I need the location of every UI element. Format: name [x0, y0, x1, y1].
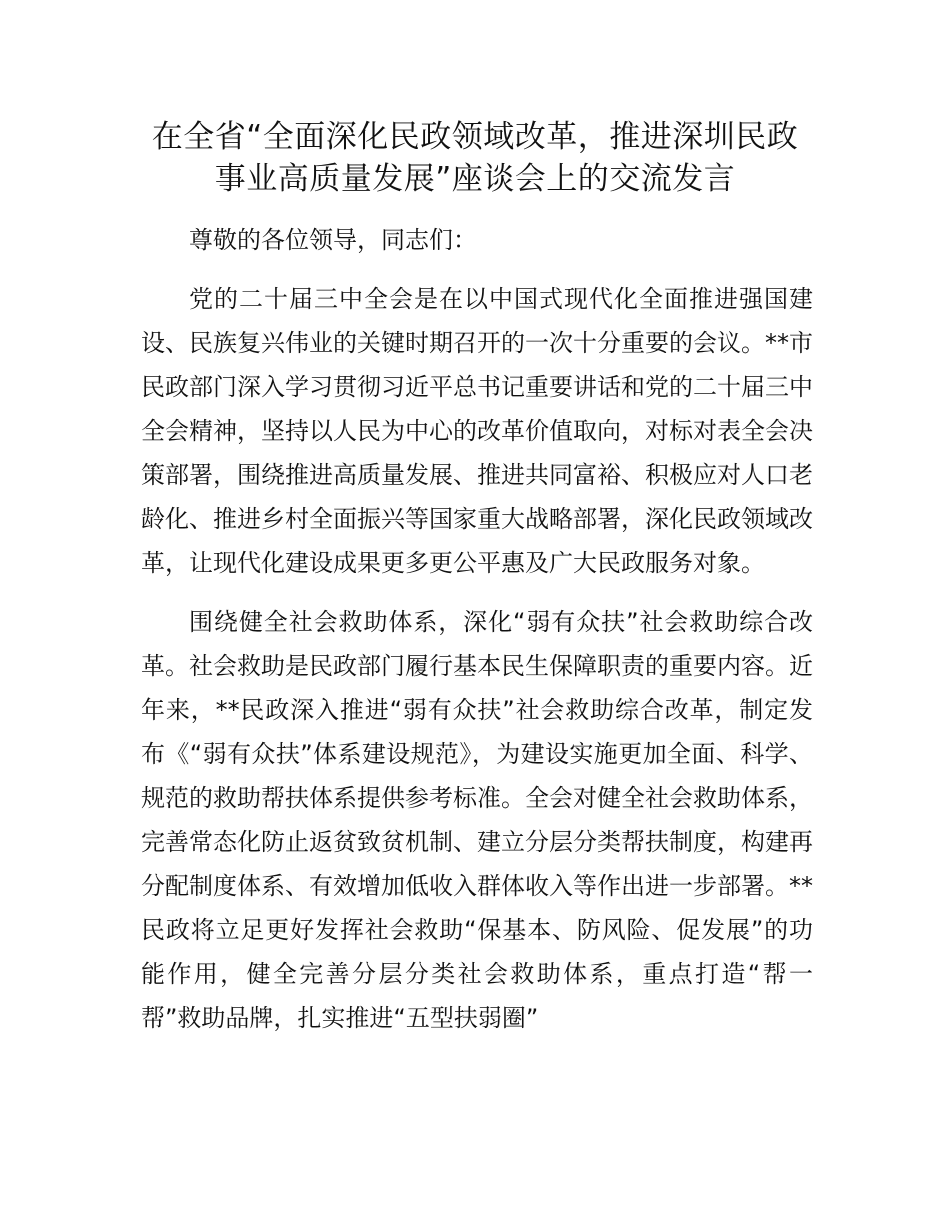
title-line-2: 事业高质量发展”座谈会上的交流发言 — [214, 161, 736, 197]
title-line-1: 在全省“全面深化民政领域改革，推进深圳民政 — [151, 119, 799, 155]
salutation: 尊敬的各位领导，同志们： — [189, 226, 477, 254]
paragraph-1: 党的二十届三中全会是在以中国式现代化全面推进强国建设、民族复兴伟业的关键时期召开的一次十分重要的会议。**市民政部门深入学习贯彻习近平总书记重要讲话和党的二十届三中全会精神，坚持以人民为中心的改革价值取向，对标对表全会决策部署，围绕推进高质量发展、推进共同富裕、积极应对人口老龄化、推进乡村全面振兴等国家重大战略部署，深化民政领域改革，让现代化建设成果更多更公平惠及广大民政服务对象。 — [141, 285, 813, 577]
document-body — [141, 218, 813, 1055]
document-title — [120, 116, 830, 200]
paragraph-2: 围绕健全社会救助体系，深化“弱有众扶”社会救助综合改革。社会救助是民政部门履行基本民生保障职责的重要内容。近年来，**民政深入推进“弱有众扶”社会救助综合改革，制定发布《“弱有众扶”体系建设规范》，为建设实施更加全面、科学、规范的救助帮扶体系提供参考标准。全会对健全社会救助体系，完善常态化防止返贫致贫机制、建立分层分类帮扶制度，构建再分配制度体系、有效增加低收入群体收入等作出进一步部署。**民政将立足更好发挥社会救助“保基本、防风险、促发展”的功能作用，健全完善分层分类社会救助体系，重点打造“帮一帮”救助品牌，扎实推进“五型扶弱圈” — [141, 608, 813, 1032]
